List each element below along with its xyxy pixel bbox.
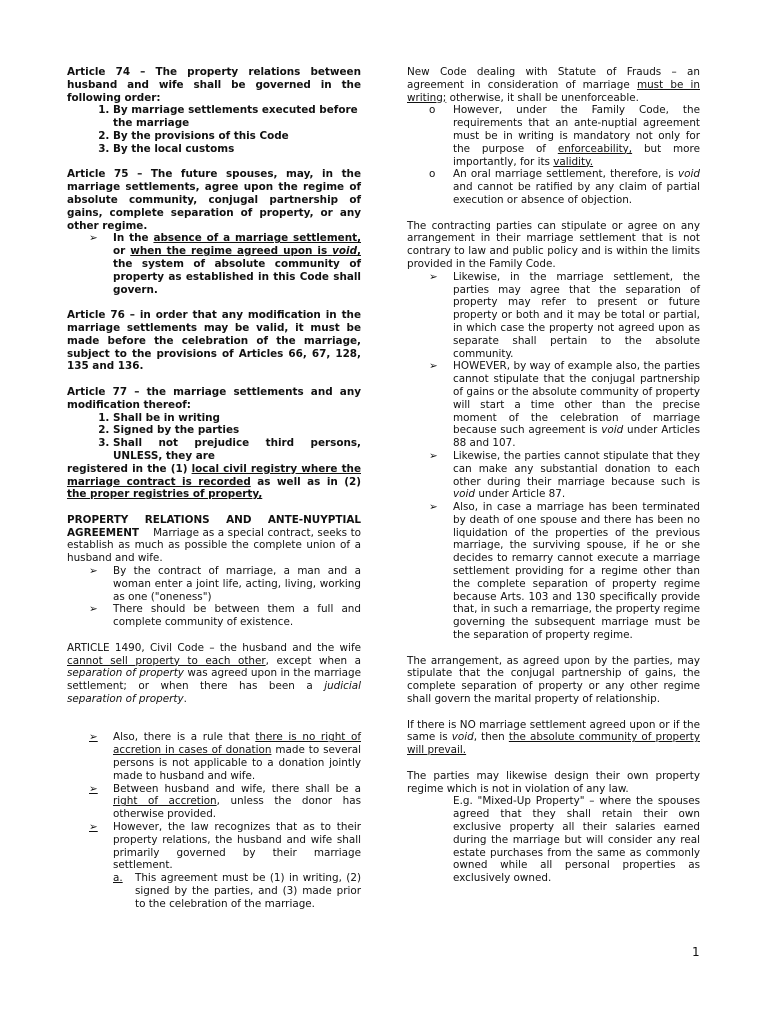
design-regime-text: The parties may likewise design their own property regime which is not in violation of any law. bbox=[407, 769, 700, 795]
article-75-bullets bbox=[67, 232, 361, 296]
list-item: o An oral marriage settlement, therefore, is void and cannot be ratified by any claim of partial execution or absence of objection. bbox=[429, 168, 700, 206]
right-column bbox=[407, 66, 700, 885]
no-settlement-text: If there is NO marriage settlement agreed upon or if the same is void, then the absolute community of property will prevail. bbox=[407, 718, 700, 757]
arrow-bullet-icon: ➢ bbox=[429, 501, 438, 514]
arrow-bullet-icon: ➢ bbox=[89, 782, 98, 795]
list-item: ➢ By the contract of marriage, a man and a woman enter a joint life, acting, living, working as one ("oneness") bbox=[89, 565, 361, 603]
page-number: 1 bbox=[692, 945, 700, 959]
arrow-bullet-icon: ➢ bbox=[429, 449, 438, 462]
statute-of-frauds-list bbox=[407, 104, 700, 206]
statute-of-frauds-text: New Code dealing with Statute of Frauds – an agreement in consideration of marriage must be in writing; otherwise, it shall be unenforceable. bbox=[407, 66, 700, 104]
article-1490-text: ARTICLE 1490, Civil Code – the husband and the wife cannot sell property to each other, except when a separation of property was agreed upon in the marriage settlement; or when there has been a judicial separation of property. bbox=[67, 641, 362, 706]
circle-bullet-icon: o bbox=[429, 104, 436, 117]
article-74-list bbox=[67, 104, 361, 155]
list-item: 2. By the provisions of this Code bbox=[113, 130, 361, 143]
rules-bullets bbox=[67, 731, 361, 910]
list-item: ➢ Between husband and wife, there shall be a right of accretion, unless the donor has otherwise provided. bbox=[89, 782, 361, 821]
article-77-heading: Article 77 – the marriage settlements and any modification thereof: bbox=[67, 385, 361, 411]
list-item: ➢ There should be between them a full and complete community of existence. bbox=[89, 603, 361, 629]
arrow-bullet-icon: ➢ bbox=[429, 360, 438, 373]
list-item: ➢ Likewise, the parties cannot stipulate that they can make any substantial donation to each other during their marriage because such is void under Article 87. bbox=[429, 449, 700, 501]
circle-bullet-icon: o bbox=[429, 168, 436, 181]
ante-nuptial-section: PROPERTY RELATIONS AND ANTE-NUYPTIAL AGREEMENT Marriage as a special contract, seeks to establish as much as possible the complete union of a husband and wife. bbox=[67, 513, 361, 565]
article-77-list bbox=[67, 412, 361, 463]
left-column bbox=[67, 66, 361, 911]
arrow-bullet-icon: ➢ bbox=[89, 731, 98, 744]
list-item: ➢ Also, there is a rule that there is no right of accretion in cases of donation made to several persons is not applicable to a donation jointly made to husband and wife. bbox=[89, 731, 362, 782]
arrow-bullet-icon: ➢ bbox=[89, 603, 98, 616]
list-item: o However, under the Family Code, the requirements that an ante-nuptial agreement must be in writing is mandatory not only for the purpose of enforceability, but more importantly, for its validity. bbox=[429, 104, 700, 168]
article-75-heading: Article 75 – The future spouses, may, in the marriage settlements, agree upon the regime of absolute community, conjugal partnership of gains, complete separation of property, or any other regime. bbox=[67, 168, 361, 232]
list-item: ➢ However, the law recognizes that as to their property relations, the husband and wife shall primarily governed by their marriage settlement. a. This agreement must be (1) in writing, (2) signed by the parties, and (3) made prior to the celebration of the marriage. bbox=[89, 821, 361, 910]
list-item: 3. Shall not prejudice third persons, UNLESS, they are bbox=[113, 437, 361, 463]
list-item: 1. By marriage settlements executed before the marriage bbox=[113, 104, 361, 130]
mixed-up-property-example: E.g. "Mixed-Up Property" – where the spouses agreed that they shall retain their own exclusive property all their salaries earned during the marriage but will consider any real estate purchases from the same as commonly owned while all personal properties as exclusively owned. bbox=[453, 795, 700, 885]
article-76-text: Article 76 – in order that any modification in the marriage settlements may be valid, it must be made before the celebration of the marriage, subject to the provisions of Articles 66, 67, 128, 135 and 136. bbox=[67, 309, 361, 373]
ante-nuptial-heading: PROPERTY RELATIONS AND ANTE-NUYPTIAL AGREEMENT bbox=[67, 513, 361, 539]
ante-nuptial-bullets bbox=[67, 565, 361, 629]
list-item: ➢ Also, in case a marriage has been terminated by death of one spouse and there has been no liquidation of the properties of the previous marriage, the surviving spouse, if he or she decides to remarry cannot execute a marriage settlement providing for a regime other than the complete separation of property regime because Arts. 103 and 130 specifically provide that, in such a remarriage, the property regime governing the subsequent marriage must be the separation of property regime. bbox=[429, 501, 700, 642]
list-item: 2. Signed by the parties bbox=[113, 424, 361, 437]
arrangement-text: The arrangement, as agreed upon by the parties, may stipulate that the conjugal partnership of gains, the complete separation of property or any other regime shall govern the marital property of relationship. bbox=[407, 654, 700, 706]
arrow-bullet-icon: ➢ bbox=[89, 232, 98, 245]
list-item: 1. Shall be in writing bbox=[113, 412, 361, 425]
article-74-heading: Article 74 – The property relations between husband and wife shall be governed in the following order: bbox=[67, 66, 361, 104]
list-item: 3. By the local customs bbox=[113, 143, 361, 156]
article-77-registration: registered in the (1) local civil registry where the marriage contract is recorded as well as in (2) the proper registries of property, bbox=[67, 462, 361, 501]
arrow-bullet-icon: ➢ bbox=[89, 565, 98, 578]
sub-item-a: a. This agreement must be (1) in writing, (2) signed by the parties, and (3) made prior to the celebration of the marriage. bbox=[113, 872, 361, 910]
arrow-bullet-icon: ➢ bbox=[429, 270, 438, 283]
list-item: ➢ HOWEVER, by way of example also, the parties cannot stipulate that the conjugal partnership of gains or the absolute community of property will start a time other than the precise moment of the celebration of marriage because such agreement is void under Articles 88 and 107. bbox=[429, 360, 700, 450]
arrow-bullet-icon: ➢ bbox=[89, 821, 98, 834]
stipulation-text: The contracting parties can stipulate or agree on any arrangement in their marriage settlement that is not contrary to law and public policy and is within the limits provided in the Family Code. bbox=[407, 219, 700, 270]
stipulation-bullets bbox=[407, 271, 700, 642]
list-item: ➢ In the absence of a marriage settlement, or when the regime agreed upon is void, the system of absolute community of property as established in this Code shall govern. bbox=[89, 232, 362, 296]
list-item: ➢ Likewise, in the marriage settlement, the parties may agree that the separation of property may refer to present or future property or both and it may be total or partial, in which case the property not agreed upon as separate shall pertain to the absolute community. bbox=[429, 270, 700, 360]
